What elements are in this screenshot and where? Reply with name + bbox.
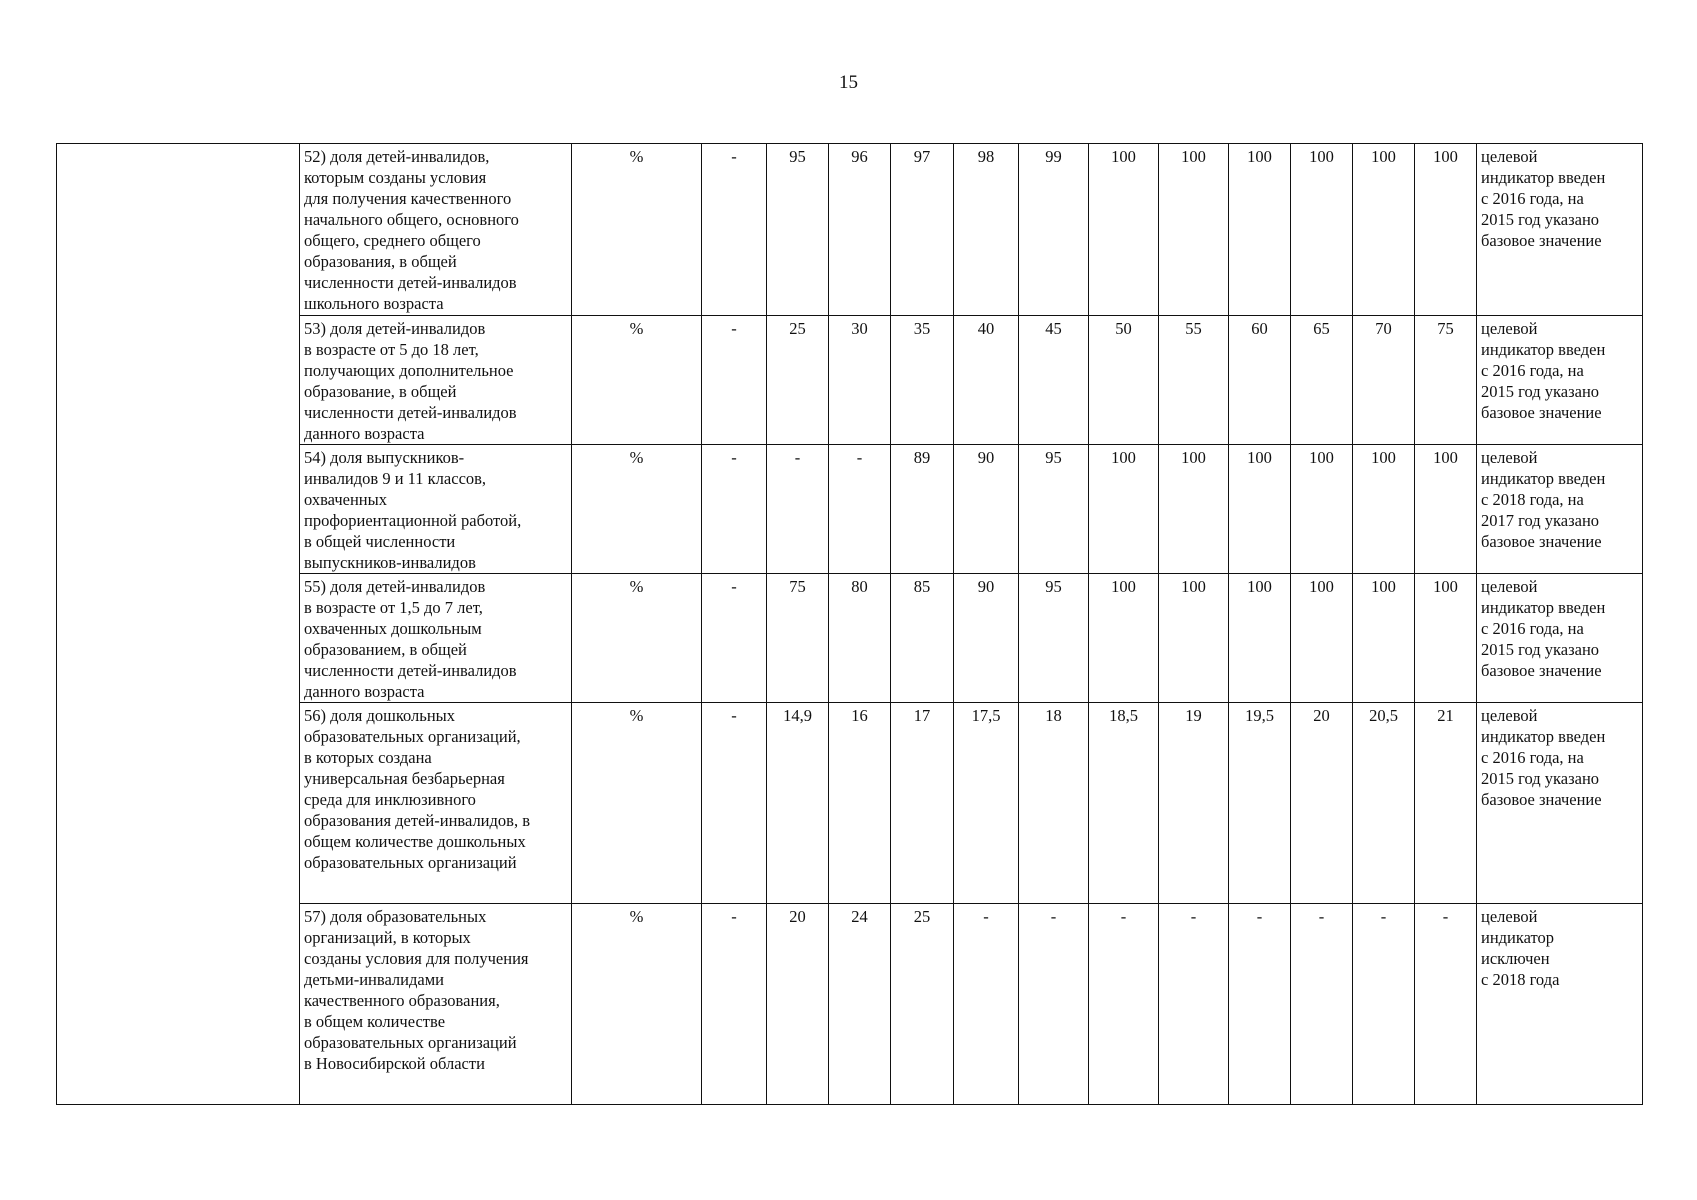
indicator-value: 100 — [1291, 144, 1353, 316]
indicator-value: 75 — [1415, 316, 1477, 445]
indicator-value: - — [702, 144, 767, 316]
indicator-value: - — [954, 904, 1019, 1105]
indicator-value: 100 — [1159, 574, 1229, 703]
indicator-value: 100 — [1159, 144, 1229, 316]
indicator-value: 100 — [1291, 574, 1353, 703]
indicator-value: - — [702, 316, 767, 445]
indicator-name: 53) доля детей-инвалидов в возрасте от 5 до 18 лет, получающих дополнительное образование, в общей численности детей-инвалидов данного возраста — [300, 316, 572, 445]
indicator-value: 45 — [1019, 316, 1089, 445]
indicator-value: 35 — [891, 316, 954, 445]
indicator-name: 56) доля дошкольных образовательных организаций, в которых создана универсальная безбарьерная среда для инклюзивного образования детей-инвалидов, в общем количестве дошкольных образовательных организаций — [300, 703, 572, 904]
section-cell — [57, 144, 300, 1105]
indicator-unit: % — [572, 703, 702, 904]
indicator-value: 75 — [767, 574, 829, 703]
indicator-value: 30 — [829, 316, 891, 445]
indicator-value: 100 — [1089, 574, 1159, 703]
indicator-unit: % — [572, 144, 702, 316]
indicator-value: 21 — [1415, 703, 1477, 904]
indicator-value: - — [1159, 904, 1229, 1105]
indicator-name: 52) доля детей-инвалидов, которым созданы условия для получения качественного начального общего, основного общего, среднего общего образования, в общей численности детей-инвалидов школьного возраста — [300, 144, 572, 316]
indicator-value: 90 — [954, 445, 1019, 574]
indicator-note: целевой индикатор введен с 2016 года, на 2015 год указано базовое значение — [1477, 574, 1643, 703]
indicator-value: 100 — [1415, 574, 1477, 703]
indicator-name: 54) доля выпускников- инвалидов 9 и 11 классов, охваченных профориентационной работой, в общей численности выпускников-инвалидов — [300, 445, 572, 574]
indicator-name: 57) доля образовательных организаций, в которых созданы условия для получения детьми-инвалидами качественного образования, в общем количестве образовательных организаций в Новосибирской области — [300, 904, 572, 1105]
indicator-value: 17,5 — [954, 703, 1019, 904]
indicator-value: 55 — [1159, 316, 1229, 445]
indicator-value: 14,9 — [767, 703, 829, 904]
indicator-value: 20 — [1291, 703, 1353, 904]
indicator-unit: % — [572, 574, 702, 703]
indicator-value: 89 — [891, 445, 954, 574]
indicator-value: 100 — [1089, 144, 1159, 316]
indicator-value: - — [702, 574, 767, 703]
indicator-value: 100 — [1089, 445, 1159, 574]
indicator-value: - — [1019, 904, 1089, 1105]
indicator-value: - — [1353, 904, 1415, 1105]
indicator-value: 19 — [1159, 703, 1229, 904]
indicator-value: 17 — [891, 703, 954, 904]
indicator-value: 25 — [891, 904, 954, 1105]
indicator-value: 95 — [1019, 574, 1089, 703]
indicator-value: 18,5 — [1089, 703, 1159, 904]
indicator-value: 96 — [829, 144, 891, 316]
indicator-value: 25 — [767, 316, 829, 445]
indicator-value: 90 — [954, 574, 1019, 703]
indicator-value: 100 — [1159, 445, 1229, 574]
indicator-value: 85 — [891, 574, 954, 703]
indicator-value: 100 — [1353, 445, 1415, 574]
indicator-value: - — [702, 703, 767, 904]
indicator-value: 100 — [1291, 445, 1353, 574]
indicator-value: 60 — [1229, 316, 1291, 445]
indicator-value: 99 — [1019, 144, 1089, 316]
indicator-value: - — [1291, 904, 1353, 1105]
indicator-note: целевой индикатор введен с 2018 года, на 2017 год указано базовое значение — [1477, 445, 1643, 574]
indicator-value: 100 — [1229, 144, 1291, 316]
indicator-value: - — [1089, 904, 1159, 1105]
indicator-note: целевой индикатор введен с 2016 года, на 2015 год указано базовое значение — [1477, 703, 1643, 904]
indicator-value: 65 — [1291, 316, 1353, 445]
indicator-value: 100 — [1353, 574, 1415, 703]
indicator-value: 100 — [1353, 144, 1415, 316]
indicator-value: - — [1229, 904, 1291, 1105]
table-row — [57, 144, 1643, 316]
indicator-value: - — [702, 904, 767, 1105]
indicator-value: 98 — [954, 144, 1019, 316]
indicator-note: целевой индикатор исключен с 2018 года — [1477, 904, 1643, 1105]
indicator-value: 16 — [829, 703, 891, 904]
indicator-value: 19,5 — [1229, 703, 1291, 904]
indicator-value: - — [767, 445, 829, 574]
indicator-value: 100 — [1415, 144, 1477, 316]
indicator-value: 100 — [1229, 574, 1291, 703]
indicator-value: 80 — [829, 574, 891, 703]
indicator-unit: % — [572, 904, 702, 1105]
indicator-value: 50 — [1089, 316, 1159, 445]
indicator-unit: % — [572, 445, 702, 574]
indicator-value: 70 — [1353, 316, 1415, 445]
indicator-value: 95 — [767, 144, 829, 316]
indicator-value: 20 — [767, 904, 829, 1105]
indicator-name: 55) доля детей-инвалидов в возрасте от 1,5 до 7 лет, охваченных дошкольным образованием, в общей численности детей-инвалидов данного возраста — [300, 574, 572, 703]
indicator-value: 24 — [829, 904, 891, 1105]
indicator-value: - — [829, 445, 891, 574]
indicator-value: 100 — [1229, 445, 1291, 574]
indicator-note: целевой индикатор введен с 2016 года, на 2015 год указано базовое значение — [1477, 144, 1643, 316]
indicators-table — [56, 143, 1643, 1105]
indicator-value: 97 — [891, 144, 954, 316]
indicator-value: 20,5 — [1353, 703, 1415, 904]
indicator-unit: % — [572, 316, 702, 445]
indicator-value: 18 — [1019, 703, 1089, 904]
indicators-table-body — [57, 144, 1643, 1105]
indicator-value: - — [1415, 904, 1477, 1105]
page-number: 15 — [839, 72, 858, 93]
indicator-note: целевой индикатор введен с 2016 года, на 2015 год указано базовое значение — [1477, 316, 1643, 445]
indicator-value: - — [702, 445, 767, 574]
indicator-value: 100 — [1415, 445, 1477, 574]
indicator-value: 40 — [954, 316, 1019, 445]
indicator-value: 95 — [1019, 445, 1089, 574]
